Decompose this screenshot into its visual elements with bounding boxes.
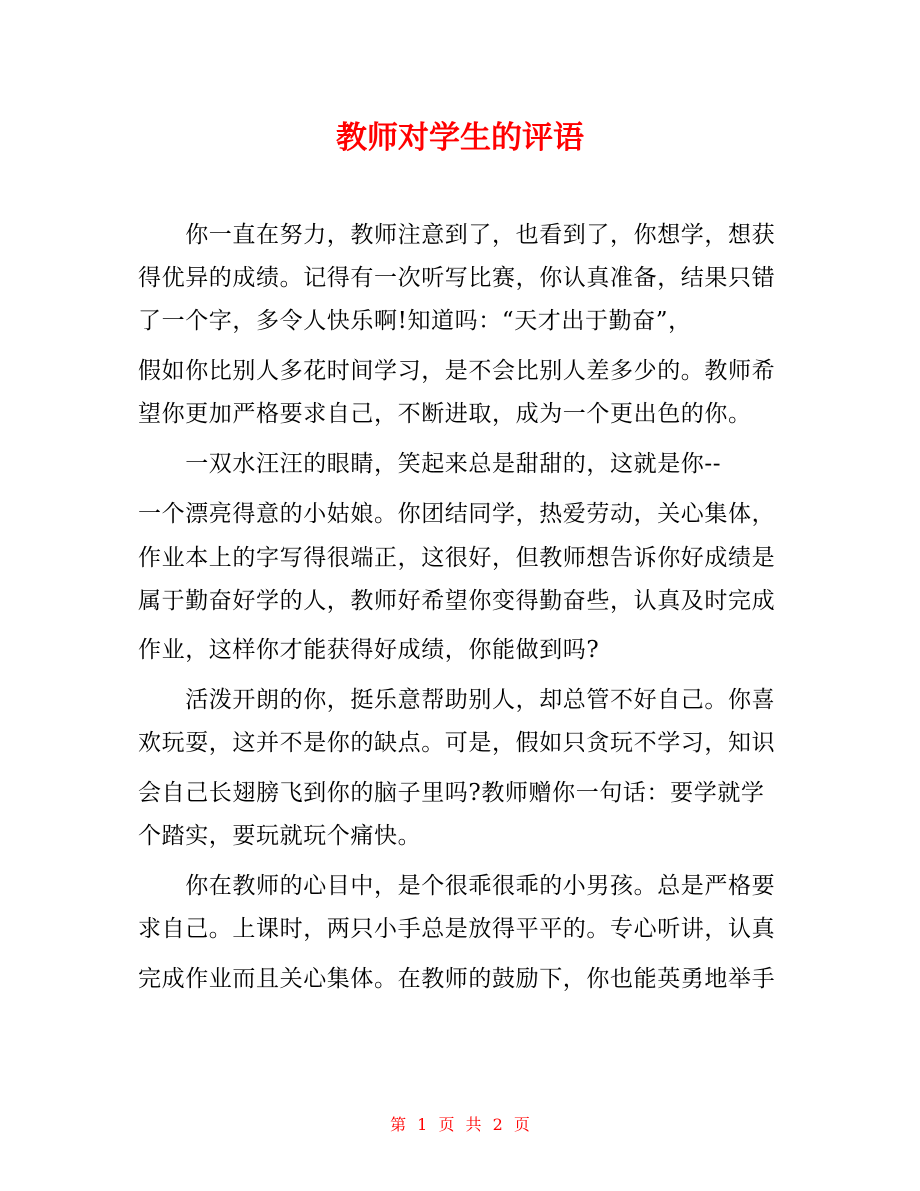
body-line: 完成作业而且关心集体。在教师的鼓励下，你也能英勇地举手 — [138, 966, 776, 992]
body-line: 作业，这样你才能获得好成绩，你能做到吗? — [138, 637, 600, 663]
body-line: 了一个字，多令人快乐啊!知道吗：“天才出于勤奋”， — [138, 308, 692, 334]
body-line: 欢玩耍，这并不是你的缺点。可是，假如只贪玩不学习，知识 — [138, 730, 776, 756]
body-line: 你一直在努力，教师注意到了，也看到了，你想学，想获 — [138, 222, 776, 248]
body-line: 得优异的成绩。记得有一次听写比赛，你认真准备，结果只错 — [138, 265, 776, 291]
body-line: 假如你比别人多花时间学习，是不会比别人差多少的。教师希 — [138, 358, 776, 384]
body-line: 属于勤奋好学的人，教师好希望你变得勤奋些，认真及时完成 — [138, 588, 776, 614]
body-line: 求自己。上课时，两只小手总是放得平平的。专心听讲，认真 — [138, 916, 776, 942]
body-line: 活泼开朗的你，挺乐意帮助别人，却总管不好自己。你喜 — [138, 687, 776, 713]
body-line: 作业本上的字写得很端正，这很好，但教师想告诉你好成绩是 — [138, 545, 776, 571]
body-line: 会自己长翅膀飞到你的脑子里吗?教师赠你一句话：要学就学 — [138, 780, 765, 806]
body-line: 个踏实，要玩就玩个痛快。 — [138, 823, 422, 849]
page-title: 教师对学生的评语 — [336, 120, 584, 156]
body-line: 一个漂亮得意的小姑娘。你团结同学，热爱劳动，关心集体， — [138, 501, 776, 527]
body-line: 望你更加严格要求自己，不断进取，成为一个更出色的你。 — [138, 401, 752, 427]
page-footer: 第 1 页 共 2 页 — [390, 1115, 530, 1134]
body-line: 一双水汪汪的眼睛，笑起来总是甜甜的，这就是你-- — [138, 451, 722, 477]
body-line: 你在教师的心目中，是个很乖很乖的小男孩。总是严格要 — [138, 873, 776, 899]
